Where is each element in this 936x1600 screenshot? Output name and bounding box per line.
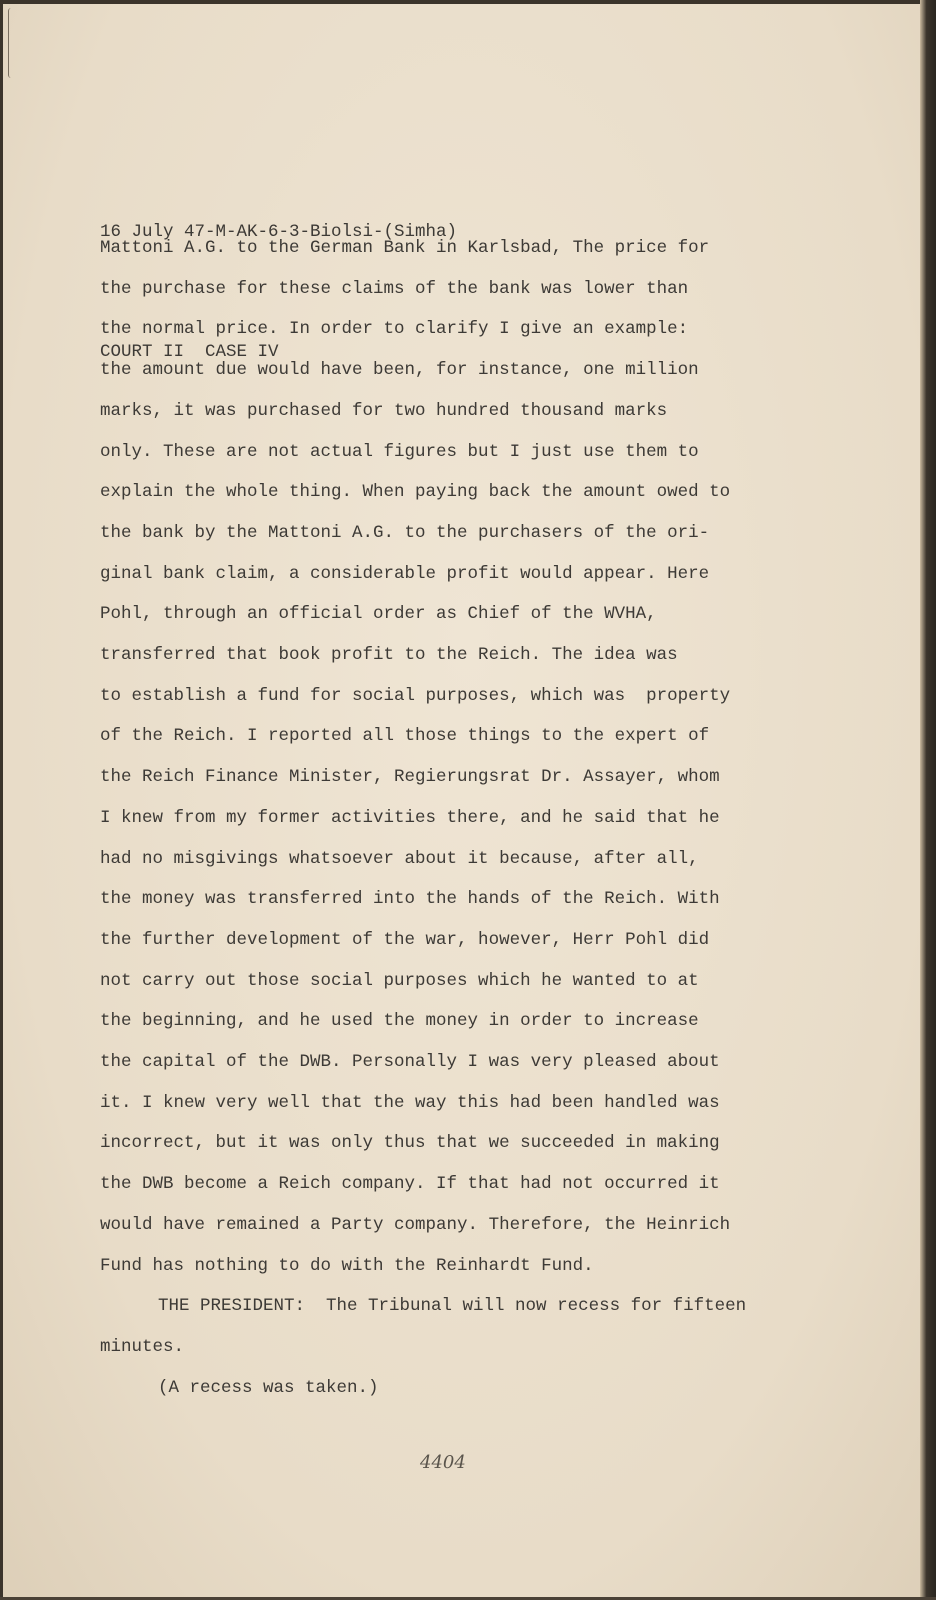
transcript-body <box>100 228 840 1408</box>
body-line: I knew from my former activities there, and he said that he <box>100 807 720 828</box>
body-line: the capital of the DWB. Personally I was very pleased about <box>100 1052 720 1073</box>
header-court-case-line: COURT II CASE IV <box>100 342 279 362</box>
body-line: had no misgivings whatsoever about it because, after all, <box>100 848 699 869</box>
president-statement: THE PRESIDENT: The Tribunal will now recess for fifteen <box>158 1296 747 1317</box>
body-line: the Reich Finance Minister, Regierungsrat Dr. Assayer, whom <box>100 767 720 788</box>
body-line: marks, it was purchased for two hundred thousand marks <box>100 400 668 421</box>
body-line: not carry out those social purposes which he wanted to at <box>100 970 699 991</box>
body-line: Mattoni A.G. to the German Bank in Karlsbad, The price for <box>100 238 710 258</box>
body-line: Pohl, through an official order as Chief of the WVHA, <box>100 604 657 625</box>
president-statement-continuation: minutes. <box>100 1336 185 1357</box>
body-line: the beginning, and he used the money in order to increase <box>100 1011 699 1032</box>
page-number: 4404 <box>420 1452 466 1473</box>
body-line: the DWB become a Reich company. If that had not occurred it <box>100 1174 720 1195</box>
body-line: incorrect, but it was only thus that we succeeded in making <box>100 1133 720 1154</box>
header-session-line: 16 July 47-M-AK-6-3-Biolsi-(Simha) <box>100 222 458 242</box>
body-line: it. I knew very well that the way this had been handled was <box>100 1092 720 1113</box>
body-line: Fund has nothing to do with the Reinhardt Fund. <box>100 1255 594 1276</box>
body-line: ginal bank claim, a considerable profit would appear. Here <box>100 563 710 584</box>
margin-pencil-mark <box>8 8 15 78</box>
body-line: the normal price. In order to clarify I give an example: <box>100 319 689 340</box>
body-line: the bank by the Mattoni A.G. to the purchasers of the ori- <box>100 522 710 543</box>
body-line: the purchase for these claims of the bank was lower than <box>100 278 689 299</box>
body-line: to establish a fund for social purposes, which was property <box>100 685 731 706</box>
page-edge-top <box>0 0 936 4</box>
body-line: the further development of the war, however, Herr Pohl did <box>100 929 710 950</box>
body-line: of the Reich. I reported all those things to the expert of <box>100 726 710 747</box>
page-edge-left <box>0 0 3 1600</box>
body-line: the money was transferred into the hands of the Reich. With <box>100 889 720 910</box>
body-line: would have remained a Party company. Therefore, the Heinrich <box>100 1214 731 1235</box>
page-edge-right <box>920 0 936 1600</box>
body-line: only. These are not actual figures but I just use them to <box>100 441 699 462</box>
body-line: explain the whole thing. When paying back the amount owed to <box>100 482 731 503</box>
body-line: the amount due would have been, for instance, one million <box>100 360 699 381</box>
recess-note: (A recess was taken.) <box>158 1377 379 1398</box>
body-line: transferred that book profit to the Reich. The idea was <box>100 645 678 666</box>
